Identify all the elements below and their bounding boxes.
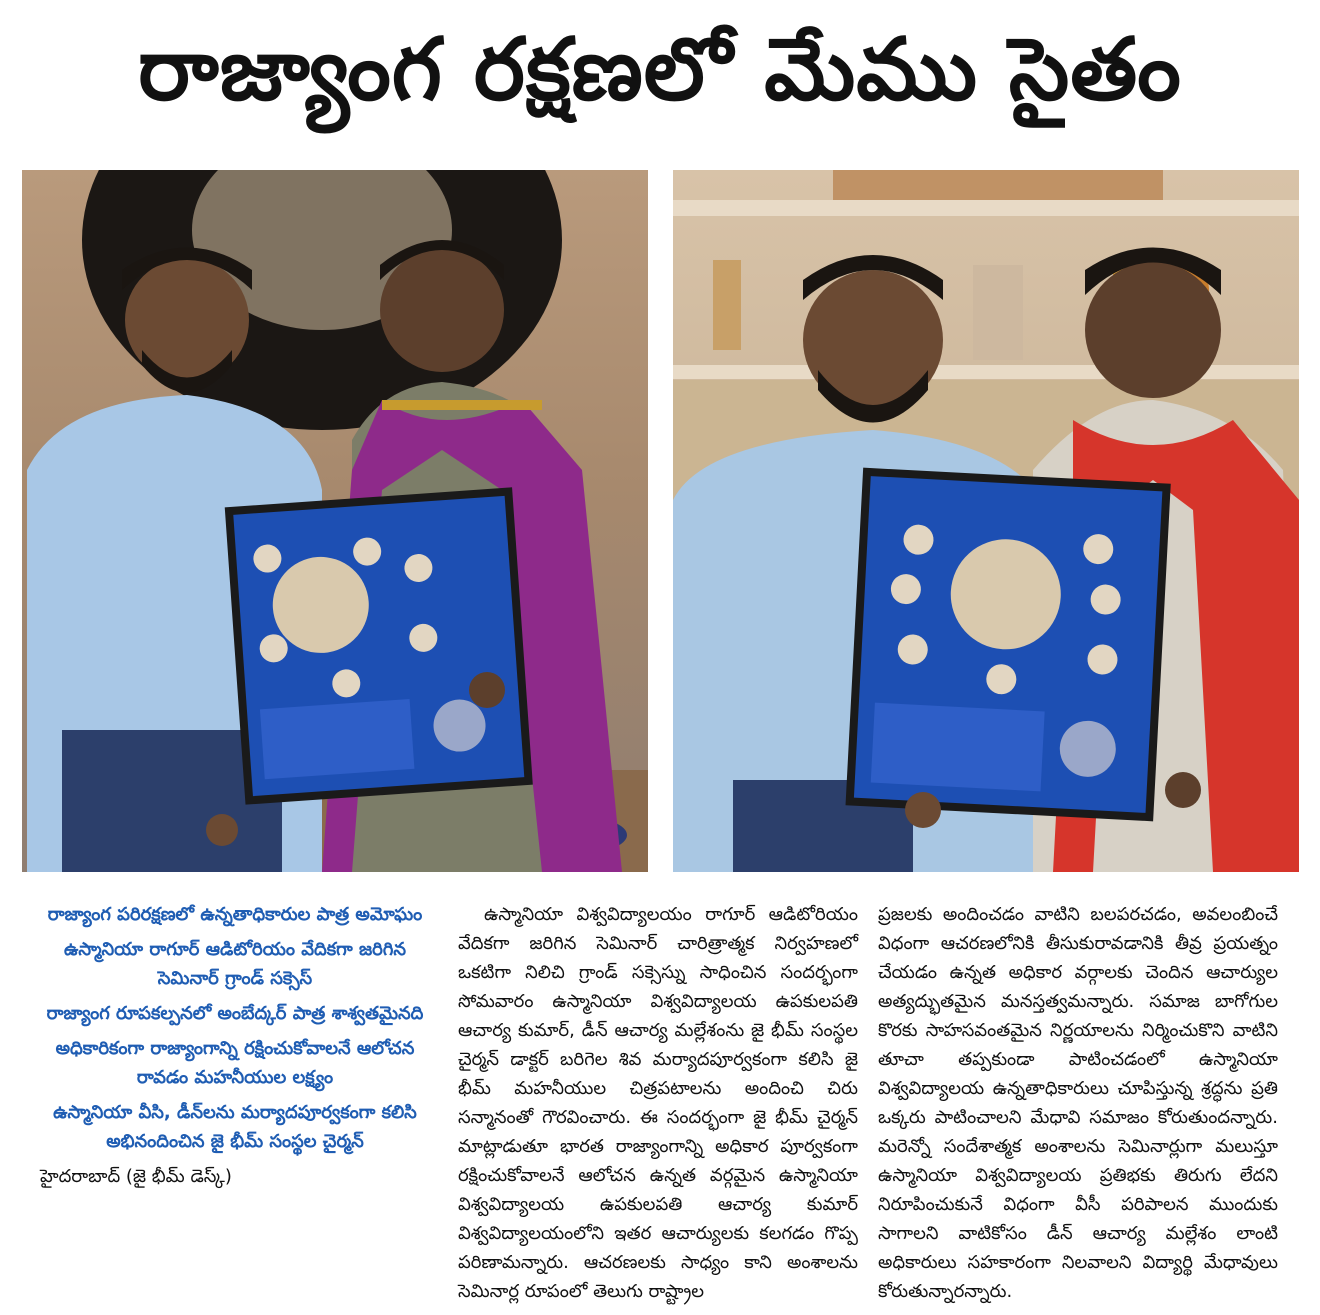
highlight-3: రాజ్యాంగ రూపకల్పనలో అంబేద్కర్ పాత్ర శాశ్వతమైనది (46, 1003, 424, 1024)
photo-left (22, 170, 648, 872)
article-column-right (878, 900, 1278, 1306)
photo-right (673, 170, 1299, 872)
photo-left-illustration (22, 170, 648, 872)
highlight-4: అధికారికంగా రాజ్యాంగాన్ని రక్షించుకోవాలనే ఆలోచన రావడం మహనీయుల లక్ష్యం (55, 1038, 415, 1088)
dateline: హైదరాబాద్ (జై భీమ్ డెస్క్) (40, 1166, 232, 1187)
photo-right-illustration (673, 170, 1299, 872)
article-text-right: ప్రజలకు అందించడం వాటిని బలపరచడం, అవలంబించే విధంగా ఆచరణలోనికి తీసుకురావడానికి తీవ్ర ప్రయత్నం చేయడం ఉన్నత అధికార వర్గాలకు చెందిన ఆచార్యుల అత్యద్భుతమైన మనస్తత్వమన్నారు. సమాజ బాగోగుల కొరకు సాహసవంతమైన నిర్ణయాలను నిర్మించుకొని వాటిని తూచా తప్పకుండా పాటించడంలో ఉస్మానియా విశ్వవిద్యాలయ ఉన్నతాధికారులు చూపిస్తున్న శ్రద్ధను ప్రతి ఒక్కరు పాటించాలని మేధావి సమాజం కోరుతుందన్నారు. మరెన్నో సందేశాత్మక అంశాలను సెమినార్లుగా మలుస్తూ ఉస్మానియా విశ్వవిద్యాలయ ప్రతిభకు తిరుగు లేదని నిరూపించుకునే విధంగా వీసీ పరిపాలన ముందుకు సాగాలని వాటికోసం డీన్ ఆచార్య మల్లేశం లాంటి అధికారులు సహకారంగా నిలవాలని విద్యార్థి మేధావులు కోరుతున్నారన్నారు. (878, 904, 1278, 1302)
trophy (713, 260, 741, 350)
shelf-top (673, 200, 1299, 216)
article-text-middle: ఉస్మానియా విశ్వవిద్యాలయం రాగూర్ ఆడిటోరియం వేదికగా జరిగిన సెమినార్ చారిత్రాత్మక నిర్వహణలో ఒకటిగా నిలిచి గ్రాండ్ సక్సెస్ను సాధించిన సందర్భంగా సోమవారం ఉస్మానియా విశ్వవిద్యాలయ ఉపకులపతి ఆచార్య కుమార్, డీన్ ఆచార్య మల్లేశంను జై భీమ్ సంస్థల చైర్మన్ డాక్టర్ బరిగెల శివ మర్యాదపూర్వకంగా కలిసి జై భీమ్ మహనీయుల చిత్రపటాలను అందించి చిరు సన్మానంతో గౌరవించారు. ఈ సందర్భంగా జై భీమ్ చైర్మన్ మాట్లాడుతూ భారత రాజ్యాంగాన్ని అధికార పూర్వకంగా రక్షించుకోవాలనే ఆలోచన ఉన్నత వర్గమైన ఉస్మానియా విశ్వవిద్యాలయ ఉపకులపతి ఆచార్య కుమార్ విశ్వవిద్యాలయంలోని ఇతర ఆచార్యులకు కలగడం గొప్ప పరిణామన్నారు. ఆచరణలకు సాధ్యం కాని అంశాలను సెమినార్ల రూపంలో తెలుగు రాష్ట్రాల (458, 904, 858, 1302)
poster-frame (850, 472, 1167, 817)
headline: రాజ్యాంగ రక్షణలో మేము సైతం (138, 20, 1182, 120)
person-right-head (380, 248, 504, 372)
bust (973, 265, 1023, 360)
highlight-5: ఉస్మానియా వీసి, డీన్‌లను మర్యాదపూర్వకంగా కలిసి అభినందించిన జై భీమ్ సంస్థల చైర్మన్ (53, 1102, 417, 1152)
poster-frame (229, 492, 529, 801)
article-column-middle (458, 900, 858, 1306)
person-right-head (1085, 262, 1221, 398)
highlight-2: ఉస్మానియా రాగూర్ ఆడిటోరియం వేదికగా జరిగిన సెమినార్ గ్రాండ్ సక్సెస్ (64, 939, 406, 989)
highlight-1: రాజ్యాంగ పరిరక్షణలో ఉన్నతాధికారుల పాత్ర అమోఘం (47, 904, 423, 925)
highlights-column (40, 900, 430, 1197)
